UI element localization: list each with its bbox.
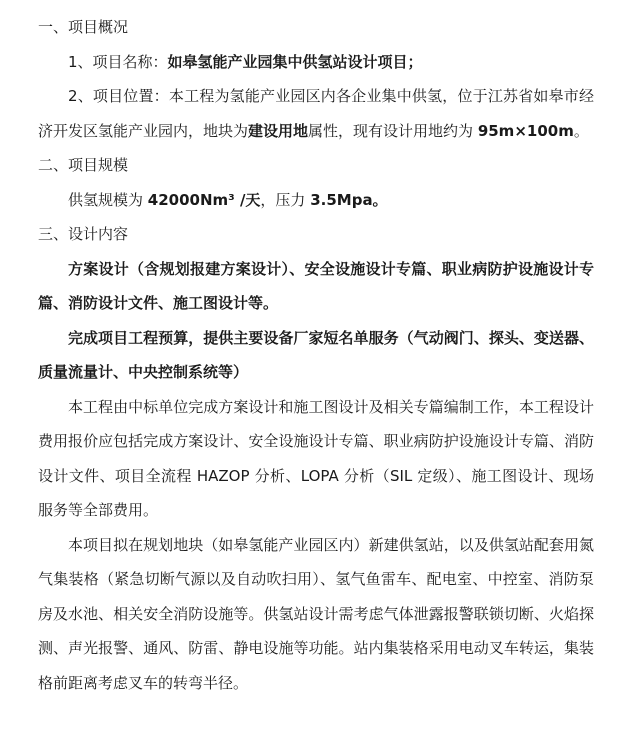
fee-scope-paragraph: 本工程由中标单位完成方案设计和施工图设计及相关专篇编制工作，本工程设计费用报价应包括完成方案设计、安全设施设计专篇、职业病防护设施设计专篇、消防设计文件、项目全流程 HAZOP 分析、LOPA 分析（SIL 定级）、施工图设计、现场服务等全部费用。 <box>38 397 594 519</box>
project-name-value: 如皋氢能产业园集中供氢站设计项目； <box>167 52 423 71</box>
budget-service-paragraph: 完成项目工程预算，提供主要设备厂家短名单服务（气动阀门、探头、变送器、质量流量计、中央控制系统等） <box>38 328 594 381</box>
document-body <box>38 10 594 700</box>
project-location-text-c: 。 <box>573 121 589 140</box>
station-construction-paragraph: 本项目拟在规划地块（如皋氢能产业园区内）新建供氢站，以及供氢站配套用氮气集装格（紧急切断气源以及自动吹扫用）、氢气鱼雷车、配电室、中控室、消防泵房及水池、相关安全消防设施等。供氢站设计需考虑气体泄露报警联锁切断、火焰探测、声光报警、通风、防雷、静电设施等功能。站内集装格采用电动叉车转运，集装格前距离考虑叉车的转弯半径。 <box>38 535 594 692</box>
section-heading-design: 三、设计内容 <box>38 225 129 243</box>
supply-scale-text-a: 供氢规模为 <box>68 190 148 209</box>
section-heading-scale: 二、项目规模 <box>38 156 129 174</box>
land-use-type: 建设用地 <box>248 121 309 140</box>
project-location-label: 2、项目位置： <box>68 87 169 105</box>
supply-scale-text-b: ，压力 <box>260 190 311 209</box>
supply-volume: 42000Nm³ /天 <box>147 190 261 209</box>
section-heading-overview: 一、项目概况 <box>38 18 129 36</box>
project-location-text-b: 属性，现有设计用地约为 <box>308 121 478 140</box>
design-scope-paragraph: 方案设计（含规划报建方案设计）、安全设施设计专篇、职业病防护设施设计专篇、消防设计文件、施工图设计等。 <box>38 259 594 312</box>
project-location-paragraph <box>38 79 594 148</box>
project-name-line <box>38 45 594 80</box>
supply-pressure: 3.5Mpa。 <box>310 190 388 209</box>
supply-scale-line <box>38 183 594 218</box>
project-name-label: 1、项目名称： <box>68 52 168 71</box>
land-area: 95m×100m <box>477 121 574 140</box>
project-location-text-a: 本工程为氢能产业园区内各企业集中供氢，位于江苏省如皋市经济开发区氢能产业园内，地块为 <box>38 87 594 140</box>
